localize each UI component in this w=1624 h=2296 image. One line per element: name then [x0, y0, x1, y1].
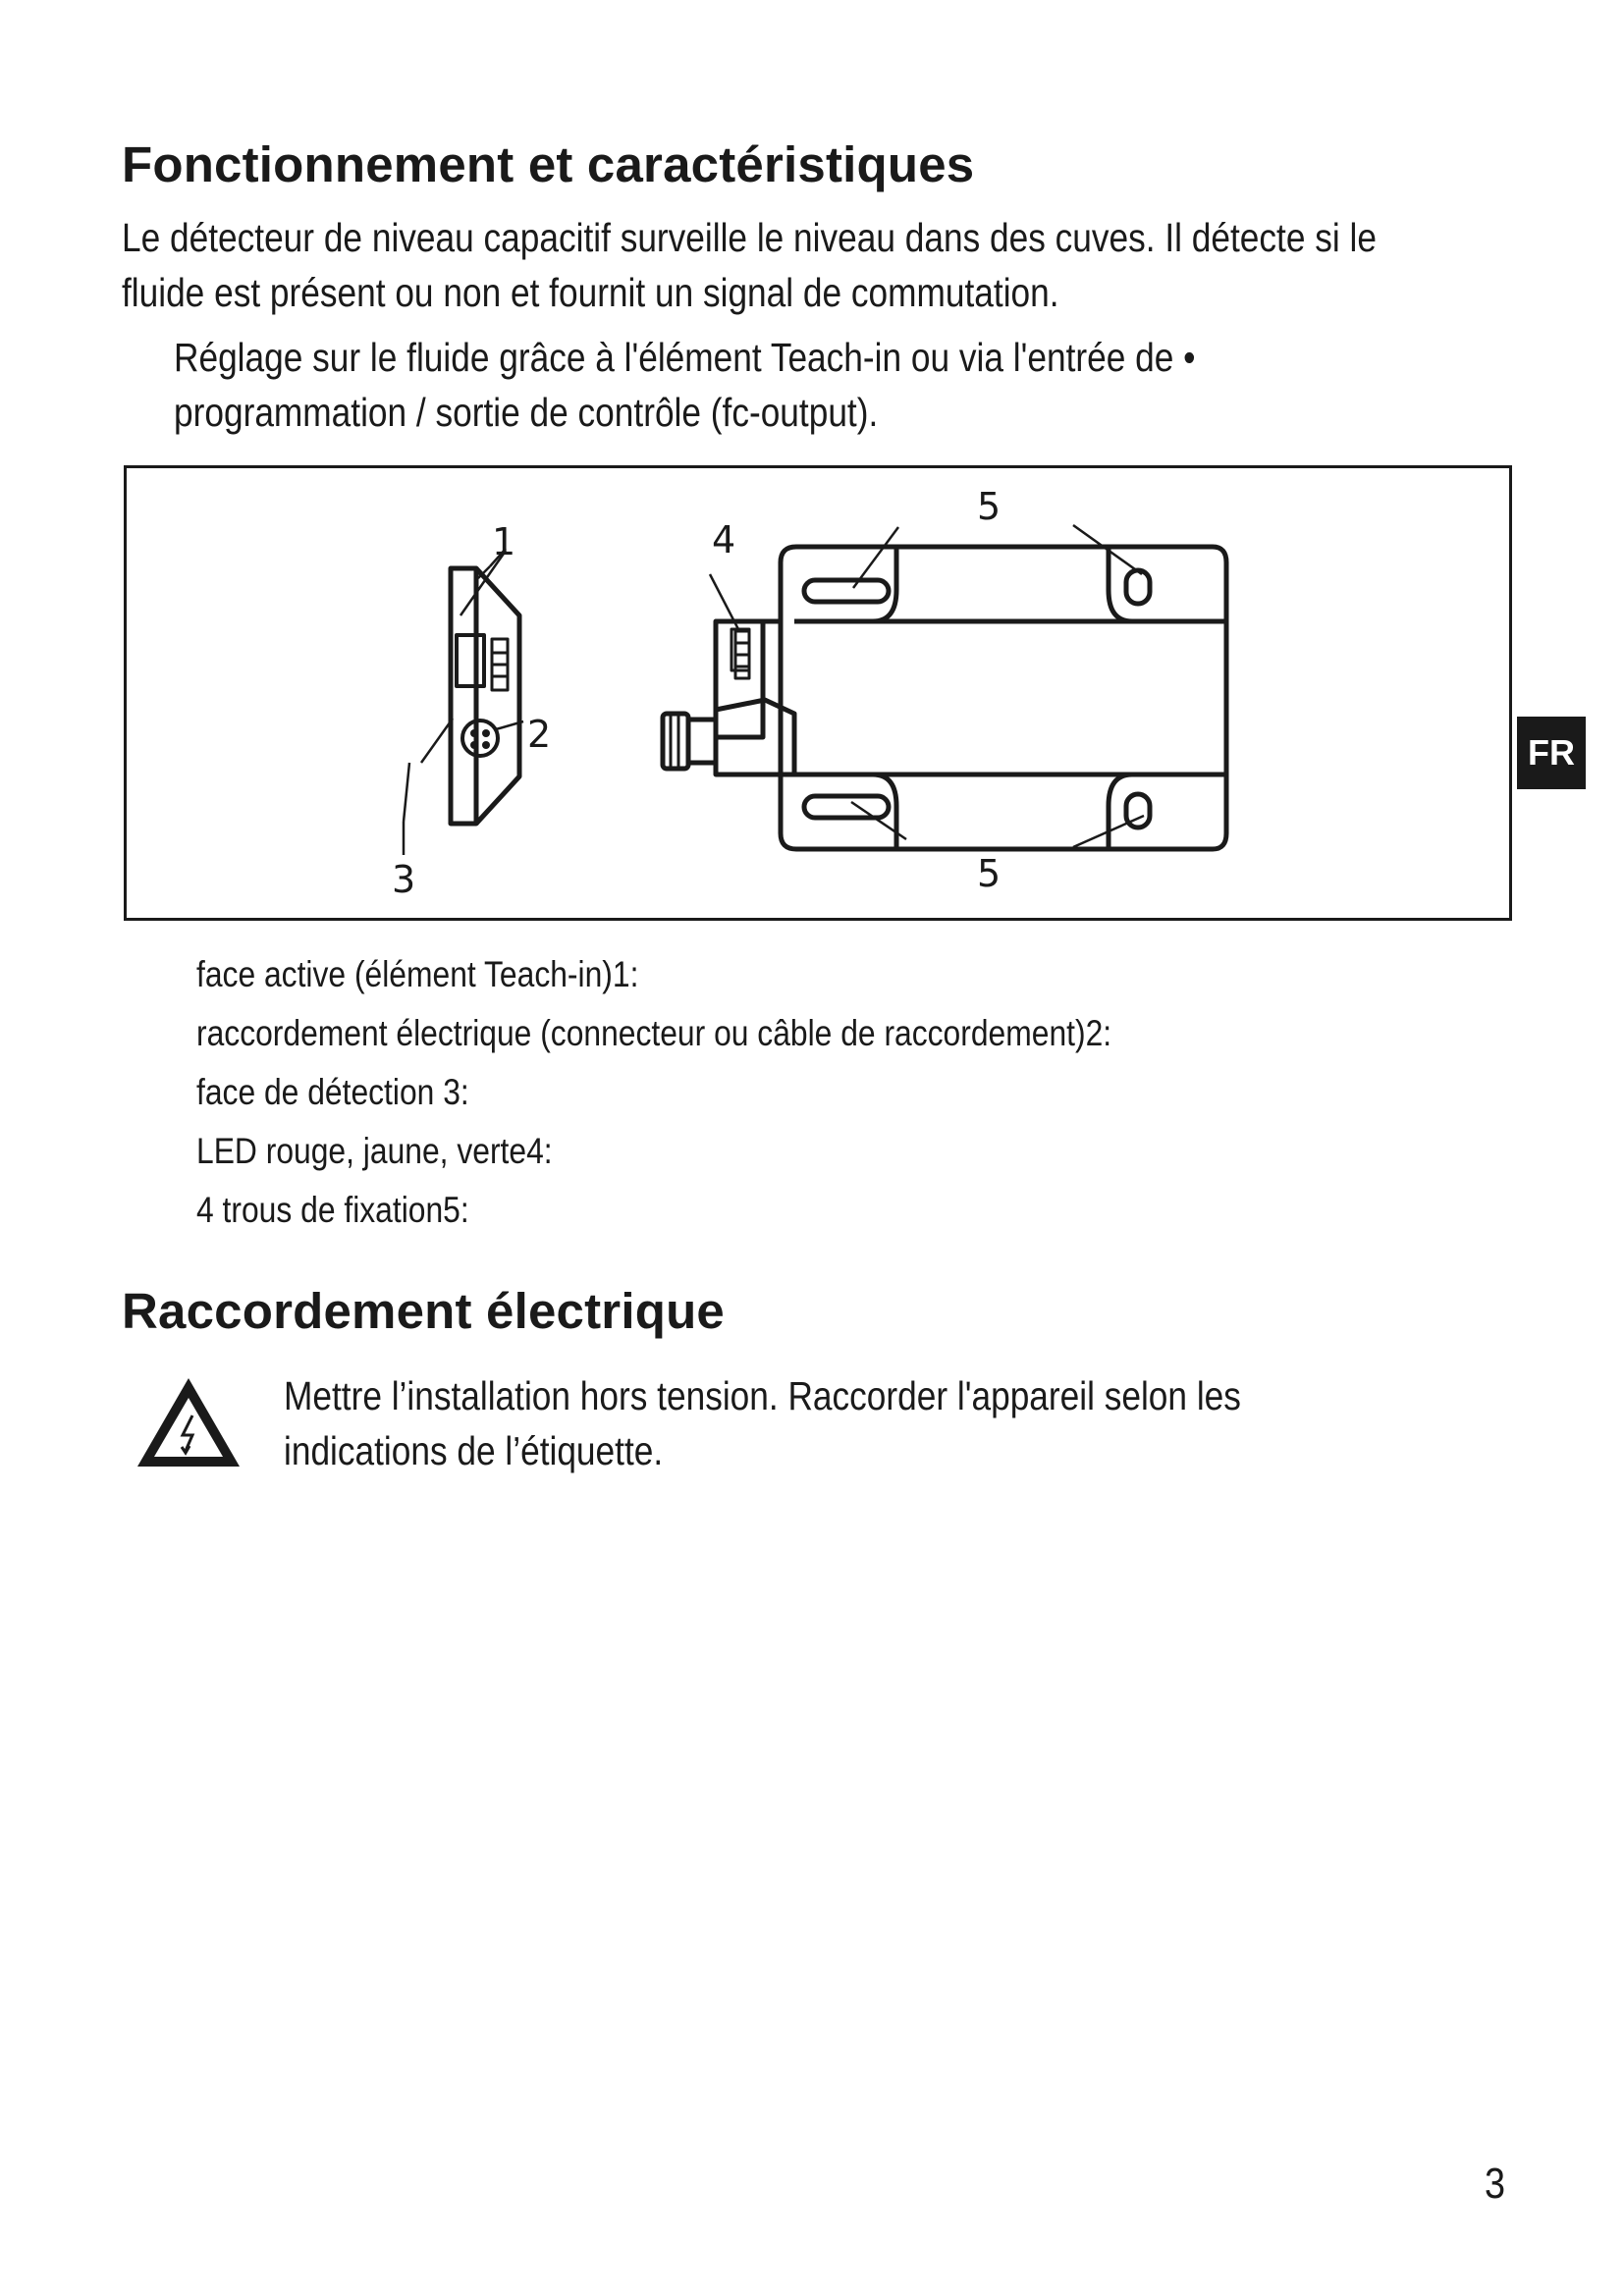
callout-3: 3 [392, 858, 416, 901]
legend-item: 4 trous de fixation5: [196, 1190, 469, 1230]
device-figure [124, 465, 1512, 921]
section-title-electrical: Raccordement électrique [122, 1283, 725, 1339]
legend-item: face de détection 3: [196, 1072, 469, 1112]
section-title-function: Fonctionnement et caractéristiques [122, 136, 975, 192]
high-voltage-warning-icon [134, 1372, 244, 1477]
callout-4: 4 [712, 518, 736, 561]
intro-line-2: fluide est présent ou non et fournit un signal de commutation. [122, 270, 1059, 315]
language-tab: FR [1517, 717, 1586, 789]
callout-5-bottom: 5 [977, 852, 1001, 895]
page-number: 3 [1485, 2160, 1506, 2208]
warning-line-1: Mettre l’installation hors tension. Raccorder l'appareil selon les [284, 1373, 1241, 1418]
legend-item: raccordement électrique (connecteur ou câble de raccordement)2: [196, 1013, 1112, 1053]
feature-line-2: programmation / sortie de contrôle (fc-output). [174, 390, 879, 435]
device-drawing [127, 468, 1509, 918]
callout-1: 1 [492, 520, 516, 563]
callout-2: 2 [527, 713, 552, 756]
callout-5-top: 5 [977, 485, 1001, 528]
warning-line-2: indications de l’étiquette. [284, 1428, 664, 1473]
legend-item: face active (élément Teach-in)1: [196, 954, 639, 994]
feature-line-1: Réglage sur le fluide grâce à l'élément Teach-in ou via l'entrée de • [174, 335, 1196, 380]
body-drawing [716, 547, 1226, 849]
intro-line-1: Le détecteur de niveau capacitif surveille le niveau dans des cuves. Il détecte si le [122, 215, 1377, 260]
side-view-drawing [451, 568, 519, 824]
legend-item: LED rouge, jaune, verte4: [196, 1131, 553, 1171]
